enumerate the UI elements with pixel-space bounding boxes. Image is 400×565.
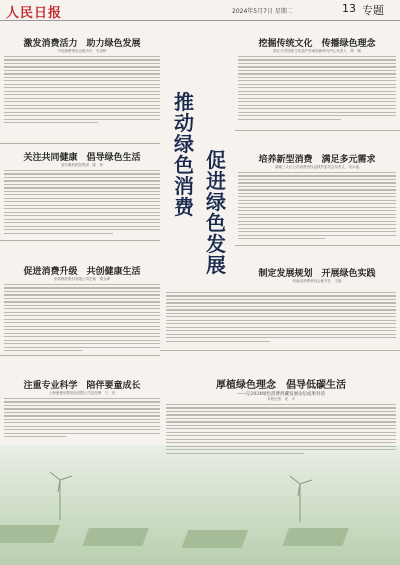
section-name: 专题 (362, 4, 384, 17)
article-title: 厚植绿色理念 倡导低碳生活 (216, 380, 346, 391)
article-author: 河南省消费者协会秘书长 王晓 (292, 279, 342, 283)
article-title: 培养新型消费 满足多元需求 (258, 155, 376, 165)
article-body-text (4, 284, 160, 354)
article-body-text (166, 404, 396, 456)
article-author: 爱尔眼科医院集团 陈 邦 (61, 163, 103, 167)
main-title-part1: 推动绿色消费 (174, 90, 194, 219)
article-5 (238, 36, 396, 54)
article-body-text (4, 398, 160, 440)
article-body-text (4, 170, 160, 236)
article-title: 促进消费升级 共创健康生活 (23, 267, 141, 277)
article-title: 注重专业科学 陪伴要童成长 (23, 381, 141, 391)
article-subtitle: ——记2024绿色消费西藏发展论坛成果对话 (237, 392, 325, 397)
article-body-text (4, 56, 160, 126)
article-6 (238, 152, 396, 170)
article-4 (4, 378, 160, 396)
divider (235, 130, 400, 131)
issue-date: 2024年5月7日 星期二 (232, 8, 293, 15)
page-number: 13 (342, 2, 356, 15)
article-body-text (238, 172, 396, 242)
article-author: 中国消费者协会秘书长 朱剑桥 (57, 49, 107, 53)
solar-wind-illustration (0, 470, 400, 565)
article-title: 关注共同健康 倡导绿色生活 (23, 153, 141, 163)
divider (160, 350, 400, 351)
article-7 (238, 266, 396, 284)
article-body-text (238, 56, 396, 122)
article-body-text (166, 292, 396, 344)
article-author: 本报记者 吴 平 (267, 397, 295, 401)
article-title: 激发消费活力 助力绿色发展 (23, 39, 141, 49)
divider (0, 240, 160, 241)
article-author: 湖南三人行公司消费者权益保护委员会负责人 吴永福 (275, 165, 359, 169)
article-author: 浙江大学国家文化遗产传承创新研究中心负责人 胡 刚 (273, 49, 361, 53)
article-2 (4, 150, 160, 168)
masthead (0, 0, 400, 21)
article-title: 制定发展规划 开展绿色实践 (258, 269, 376, 279)
article-author: 东阿阿胶股份有限公司总裁 秦玉峰 (54, 277, 110, 281)
divider (235, 245, 400, 246)
main-title-part2: 促进绿色发展 (206, 148, 226, 277)
article-author: 上海爸爸母婴用品有限公司总经理 门 亮 (48, 391, 116, 395)
article-8 (166, 376, 396, 402)
newspaper-logo: 人民日报 (6, 6, 63, 21)
divider (0, 355, 160, 356)
article-1 (4, 36, 160, 54)
divider (0, 143, 160, 144)
article-title: 挖掘传统文化 传播绿色理念 (258, 39, 376, 49)
article-3 (4, 264, 160, 282)
